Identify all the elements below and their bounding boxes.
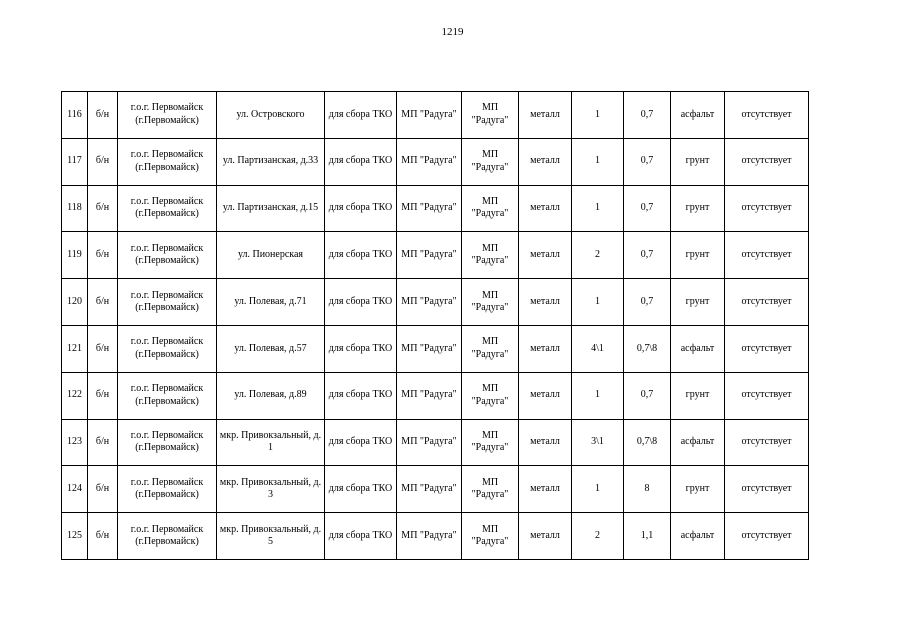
cell-id: б/н [88,279,118,326]
cell-id: б/н [88,92,118,139]
cell-address: ул. Полевая, д.71 [217,279,325,326]
cell-material: металл [519,279,572,326]
cell-operator: МП "Радуга" [462,232,519,279]
cell-purpose: для сбора ТКО [325,372,397,419]
cell-volume: 0,7 [624,92,671,139]
cell-owner: МП "Радуга" [397,466,462,513]
cell-fence: отсутствует [725,92,809,139]
table-row [62,185,809,232]
cell-surface: грунт [671,279,725,326]
cell-purpose: для сбора ТКО [325,279,397,326]
cell-operator: МП "Радуга" [462,279,519,326]
cell-count: 1 [572,185,624,232]
cell-district: г.о.г. Первомайск (г.Первомайск) [118,185,217,232]
cell-material: металл [519,185,572,232]
cell-count: 2 [572,513,624,560]
cell-num: 117 [62,138,88,185]
cell-operator: МП "Радуга" [462,513,519,560]
cell-purpose: для сбора ТКО [325,419,397,466]
cell-material: металл [519,419,572,466]
cell-district: г.о.г. Первомайск (г.Первомайск) [118,279,217,326]
cell-district: г.о.г. Первомайск (г.Первомайск) [118,325,217,372]
table-row [62,419,809,466]
waste-sites-table [61,91,809,560]
cell-volume: 0,7\8 [624,419,671,466]
cell-material: металл [519,92,572,139]
cell-owner: МП "Радуга" [397,279,462,326]
cell-fence: отсутствует [725,513,809,560]
cell-volume: 8 [624,466,671,513]
cell-address: ул. Пионерская [217,232,325,279]
cell-owner: МП "Радуга" [397,513,462,560]
cell-owner: МП "Радуга" [397,232,462,279]
cell-address: ул. Партизанская, д.15 [217,185,325,232]
table-row [62,138,809,185]
cell-operator: МП "Радуга" [462,466,519,513]
cell-volume: 0,7 [624,279,671,326]
cell-count: 1 [572,466,624,513]
cell-owner: МП "Радуга" [397,372,462,419]
cell-volume: 0,7 [624,232,671,279]
cell-material: металл [519,372,572,419]
cell-owner: МП "Радуга" [397,138,462,185]
cell-district: г.о.г. Первомайск (г.Первомайск) [118,513,217,560]
cell-address: ул. Полевая, д.57 [217,325,325,372]
cell-volume: 1,1 [624,513,671,560]
cell-address: ул. Островского [217,92,325,139]
cell-num: 119 [62,232,88,279]
cell-district: г.о.г. Первомайск (г.Первомайск) [118,466,217,513]
cell-address: мкр. Привокзальный, д. 1 [217,419,325,466]
cell-num: 121 [62,325,88,372]
cell-id: б/н [88,325,118,372]
cell-purpose: для сбора ТКО [325,138,397,185]
cell-operator: МП "Радуга" [462,325,519,372]
cell-num: 120 [62,279,88,326]
cell-operator: МП "Радуга" [462,185,519,232]
cell-count: 4\1 [572,325,624,372]
table-row [62,279,809,326]
cell-purpose: для сбора ТКО [325,466,397,513]
table-row [62,466,809,513]
cell-num: 116 [62,92,88,139]
cell-volume: 0,7 [624,138,671,185]
table-body [62,92,809,560]
cell-operator: МП "Радуга" [462,92,519,139]
cell-id: б/н [88,372,118,419]
cell-material: металл [519,232,572,279]
cell-district: г.о.г. Первомайск (г.Первомайск) [118,372,217,419]
cell-fence: отсутствует [725,419,809,466]
cell-id: б/н [88,185,118,232]
cell-fence: отсутствует [725,466,809,513]
cell-owner: МП "Радуга" [397,325,462,372]
cell-district: г.о.г. Первомайск (г.Первомайск) [118,232,217,279]
cell-purpose: для сбора ТКО [325,92,397,139]
cell-count: 1 [572,279,624,326]
table-row [62,513,809,560]
cell-material: металл [519,325,572,372]
cell-operator: МП "Радуга" [462,419,519,466]
cell-count: 3\1 [572,419,624,466]
cell-count: 1 [572,92,624,139]
cell-id: б/н [88,466,118,513]
cell-owner: МП "Радуга" [397,92,462,139]
cell-owner: МП "Радуга" [397,419,462,466]
cell-district: г.о.г. Первомайск (г.Первомайск) [118,138,217,185]
cell-count: 1 [572,372,624,419]
cell-surface: грунт [671,138,725,185]
cell-address: мкр. Привокзальный, д. 3 [217,466,325,513]
cell-num: 124 [62,466,88,513]
cell-operator: МП "Радуга" [462,138,519,185]
table-row [62,232,809,279]
cell-id: б/н [88,513,118,560]
cell-fence: отсутствует [725,185,809,232]
cell-owner: МП "Радуга" [397,185,462,232]
cell-surface: асфальт [671,92,725,139]
cell-fence: отсутствует [725,279,809,326]
cell-volume: 0,7\8 [624,325,671,372]
cell-operator: МП "Радуга" [462,372,519,419]
cell-num: 123 [62,419,88,466]
cell-id: б/н [88,138,118,185]
cell-material: металл [519,138,572,185]
cell-num: 125 [62,513,88,560]
cell-num: 122 [62,372,88,419]
cell-address: ул. Партизанская, д.33 [217,138,325,185]
cell-surface: асфальт [671,513,725,560]
cell-count: 2 [572,232,624,279]
cell-material: металл [519,513,572,560]
cell-fence: отсутствует [725,372,809,419]
cell-district: г.о.г. Первомайск (г.Первомайск) [118,419,217,466]
cell-id: б/н [88,232,118,279]
page-number: 1219 [441,26,464,38]
cell-fence: отсутствует [725,232,809,279]
cell-material: металл [519,466,572,513]
cell-address: ул. Полевая, д.89 [217,372,325,419]
cell-volume: 0,7 [624,372,671,419]
cell-num: 118 [62,185,88,232]
cell-district: г.о.г. Первомайск (г.Первомайск) [118,92,217,139]
cell-address: мкр. Привокзальный, д. 5 [217,513,325,560]
cell-purpose: для сбора ТКО [325,232,397,279]
cell-fence: отсутствует [725,138,809,185]
table-row [62,325,809,372]
table-row [62,92,809,139]
cell-surface: грунт [671,232,725,279]
cell-fence: отсутствует [725,325,809,372]
cell-surface: асфальт [671,325,725,372]
cell-surface: грунт [671,372,725,419]
cell-count: 1 [572,138,624,185]
table-row [62,372,809,419]
cell-surface: грунт [671,466,725,513]
cell-surface: грунт [671,185,725,232]
cell-purpose: для сбора ТКО [325,185,397,232]
cell-volume: 0,7 [624,185,671,232]
cell-purpose: для сбора ТКО [325,325,397,372]
cell-id: б/н [88,419,118,466]
cell-purpose: для сбора ТКО [325,513,397,560]
cell-surface: асфальт [671,419,725,466]
